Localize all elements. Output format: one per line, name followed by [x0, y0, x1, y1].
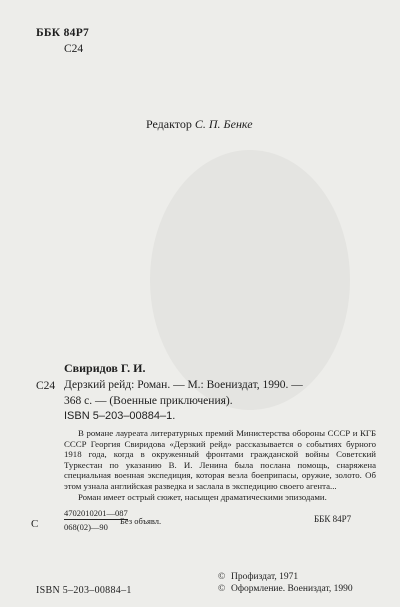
isbn-footer: ISBN 5–203–00884–1 [36, 585, 132, 596]
annotation-paragraph-1: В романе лауреата литературных премий Министерства обороны СССР и КГБ СССР Георгия Свиридова «Дерзкий рейд» рассказывается о событиях бурного 1918 года, когда в окруженный фронтами гражданской войны Советский Туркестан по указанию В. И. Ленина была послана помощь, снаряжена специальная военная экспедиция, которая везла боеприпасы, оружие, золото. Об этом узнала английская разведка и заслала в экспедицию своего агента... [64, 428, 376, 491]
catalog-code-top: С24 [64, 43, 84, 55]
isbn-catalog: ISBN 5–203–00884–1. [64, 410, 176, 422]
no-announcement-note: Без объявл. [120, 516, 162, 526]
copyright-icon: © [218, 572, 226, 582]
bbk-code-top: ББК 84Р7 [36, 27, 90, 39]
classification-code-bottom: 068(02)—90 [64, 522, 108, 532]
bibliographic-description [64, 378, 374, 409]
copyright-block [218, 571, 353, 595]
copyright-line-2 [218, 583, 353, 595]
copyright-line-1 [218, 571, 353, 583]
catalog-code: С24 [36, 380, 56, 392]
copyright-text-1: Профиздат, 1971 [231, 572, 299, 582]
editor-credit [146, 117, 253, 132]
bib-line-1: Дерзкий рейд: Роман. — М.: Воениздат, 1990. — [64, 379, 303, 391]
classification-code-top: 4702010201—087 [64, 508, 128, 518]
classification-letter: С [31, 518, 39, 530]
author-heading: Свиридов Г. И. [64, 361, 146, 375]
annotation-paragraph-2: Роман имеет острый сюжет, насыщен драматическими эпизодами. [78, 491, 327, 502]
copyright-icon: © [218, 584, 226, 594]
editor-name: С. П. Бенке [194, 117, 253, 131]
editor-label: Редактор [146, 117, 192, 131]
copyright-text-2: Оформление. Воениздат, 1990 [231, 584, 353, 594]
bbk-code-bottom: ББК 84Р7 [314, 514, 352, 524]
background-bleed-through [150, 150, 350, 410]
annotation [64, 428, 376, 502]
bib-line-2: 368 с. — (Военные приключения). [64, 394, 233, 407]
